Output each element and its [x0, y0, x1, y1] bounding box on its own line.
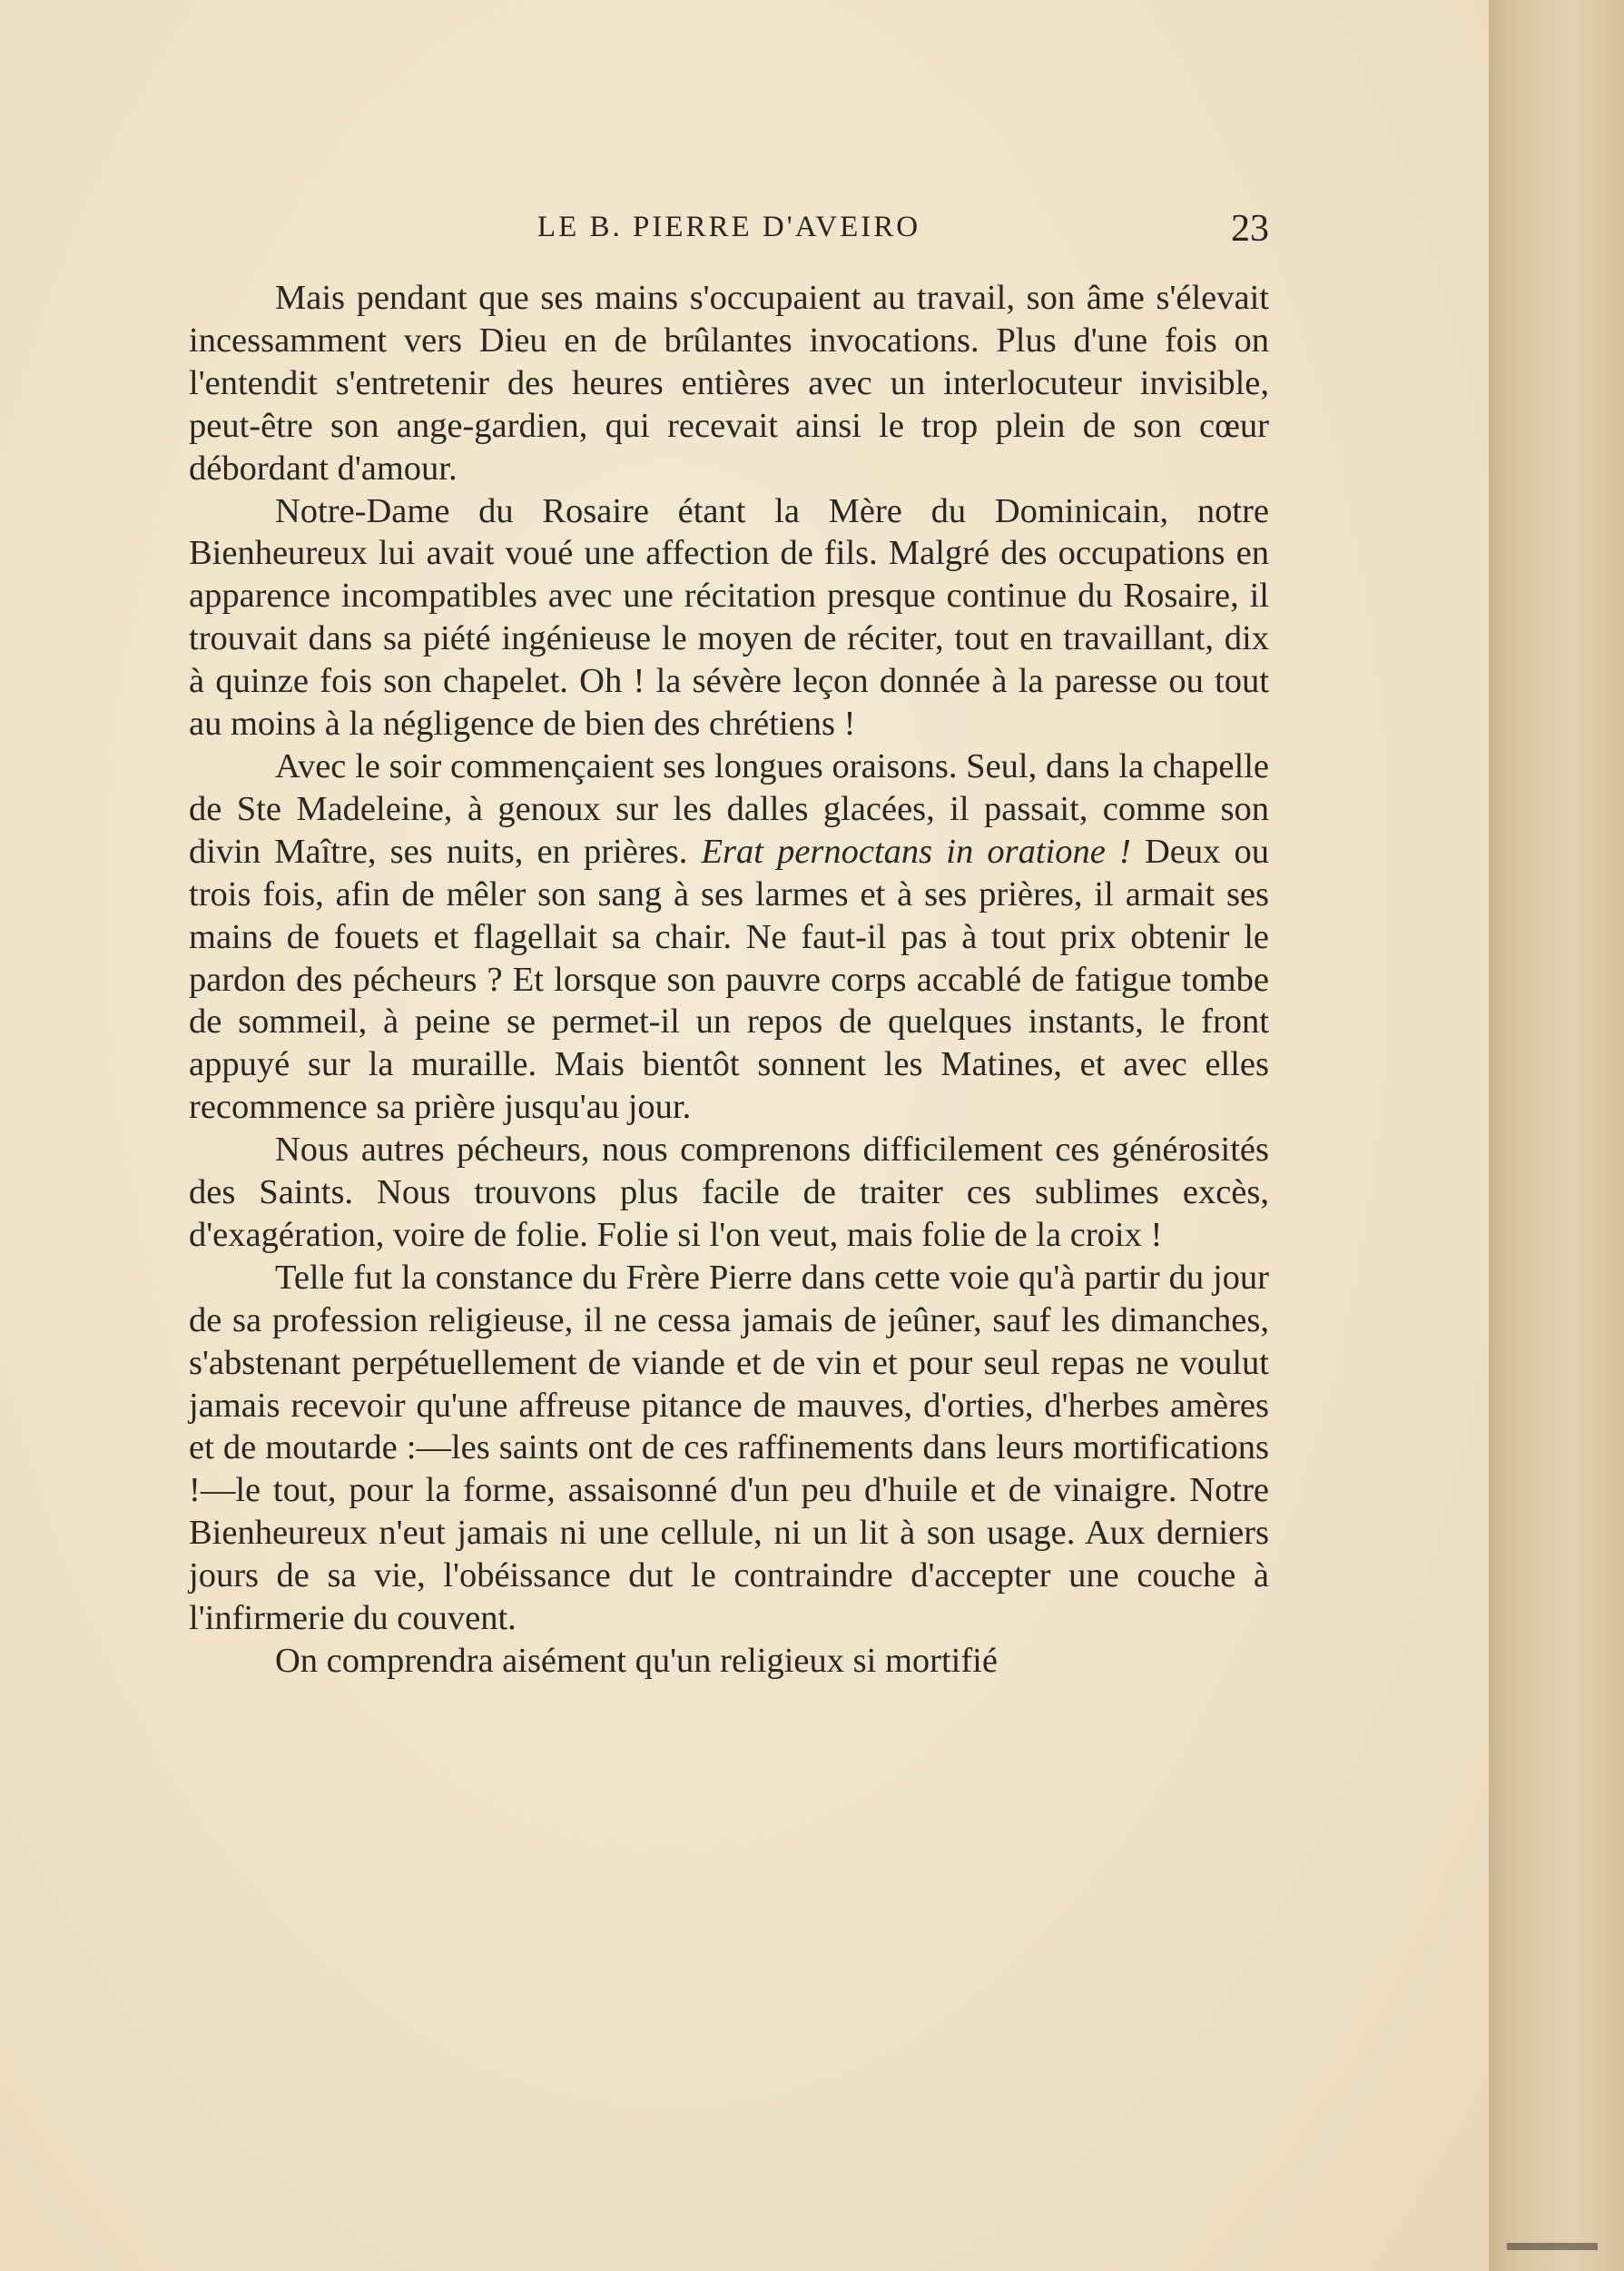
paragraph — [189, 1129, 1269, 1257]
paragraph-text: Telle fut la constance du Frère Pierre dans cette voie qu'à partir du jour de sa profession religieuse, il ne cessa jamais de jeûner, sauf les dimanches, s'abstenant perpétuellement de viande et de vin et pour seul repas ne voulut jamais recevoir qu'une affreuse pitance de mauves, d'orties, d'herbes amères et de moutarde :—les saints ont de ces raffinements dans leurs mortifications !—le tout, pour la forme, assaisonné d'un peu d'huile et de vinaigre. Notre Bienheureux n'eut jamais ni une cellule, ni un lit à son usage. Aux derniers jours de sa vie, l'obéissance dut le contraindre d'accepter une couche à l'infirmerie du couvent. — [189, 1258, 1269, 1638]
paragraph — [189, 490, 1269, 745]
running-title: LE B. PIERRE D'AVEIRO — [536, 211, 921, 243]
paragraph-text: Avec le soir commençaient ses longues oraisons. Seul, dans la chapelle de Ste Madeleine, à genoux sur les dalles glacées, il passait, comme son divin Maître, ses nuits, en prières. — [189, 746, 1269, 871]
paragraph-text: Nous autres pécheurs, nous comprenons difficilement ces générosités des Saints. Nous trouvons plus facile de traiter ces sublimes excès, d'exagération, voire de folie. Folie si l'on veut, mais folie de la croix ! — [189, 1131, 1269, 1254]
body-text — [189, 277, 1269, 1683]
page-edge — [1489, 0, 1624, 2271]
paragraph-text: On comprendra aisément qu'un religieux si mortifié — [275, 1642, 998, 1680]
page-edge-mark — [1507, 2243, 1598, 2250]
paragraph — [189, 277, 1269, 490]
paragraph — [189, 1257, 1269, 1640]
paragraph-text: Deux ou trois fois, afin de mêler son sang à ses larmes et à ses prières, il armait ses mains de fouets et flagellait sa chair. Ne faut-il pas à tout prix obtenir le pardon des pécheurs ? Et lorsque son pauvre corps accablé de fatigue tombe de sommeil, à peine se permet-il un repos de quelques instants, le front appuyé sur la muraille. Mais bientôt sonnent les Matines, et avec elles recommence sa prière jusqu'au jour. — [189, 832, 1269, 1127]
paragraph — [189, 1640, 1269, 1683]
page-number: 23 — [1231, 208, 1269, 250]
latin-quotation: Erat pernoctans in oratione ! — [701, 832, 1131, 871]
paragraph-text: Notre-Dame du Rosaire étant la Mère du Dominicain, notre Bienheureux lui avait voué une affection de fils. Malgré des occupations en apparence incompatibles avec une récitation presque continue du Rosaire, il trouvait dans sa piété ingénieuse le moyen de réciter, tout en travaillant, dix à quinze fois son chapelet. Oh ! la sévère leçon donnée à la paresse ou tout au moins à la négligence de bien des chrétiens ! — [189, 491, 1269, 744]
page-header — [189, 207, 1269, 262]
paragraph — [189, 745, 1269, 1129]
paragraph-text: Mais pendant que ses mains s'occupaient au travail, son âme s'élevait incessamment vers Dieu en de brûlantes invocations. Plus d'une fois on l'entendit s'entretenir des heures entières avec un interlocuteur invisible, peut-être son ange-gardien, qui recevait ainsi le trop plein de son cœur débordant d'amour. — [189, 279, 1269, 488]
